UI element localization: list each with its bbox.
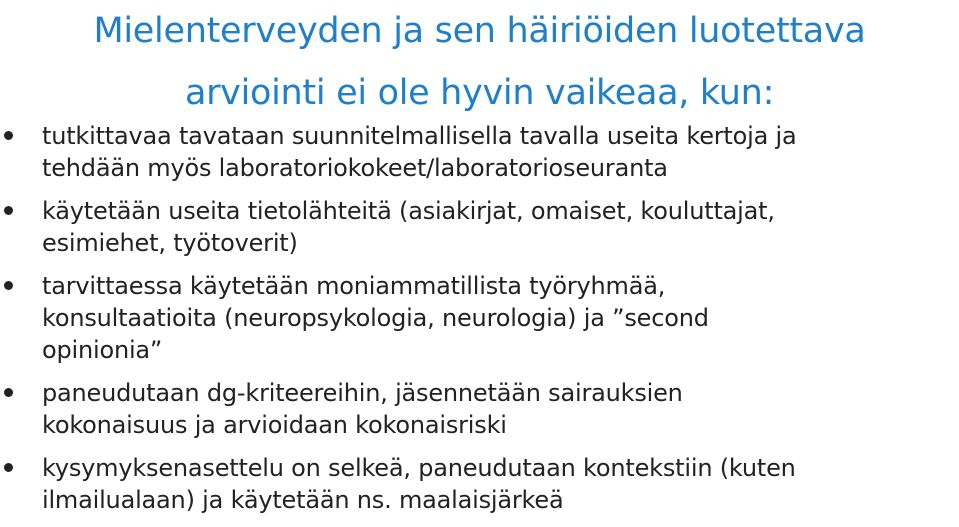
bullet-text-line: ilmailualaan) ja käytetään ns. maalaisjärkeä: [42, 486, 564, 514]
bullet-dot-icon: [4, 131, 13, 140]
bullet-text-line: paneudutaan dg-kriteereihin, jäsennetään sairauksien: [42, 379, 683, 407]
bullet-text-line: konsultaatioita (neuropsykologia, neurologia) ja ”second: [42, 304, 709, 332]
bullet-text-line: kokonaisuus ja arvioidaan kokonaisriski: [42, 411, 507, 439]
slide-title: [0, 0, 959, 124]
bullet-item-criteria: [0, 377, 959, 441]
slide-title-line-2: arviointi ei ole hyvin vaikeaa, kun:: [184, 73, 775, 113]
bullet-text-line: tutkittavaa tavataan suunnitelmallisella tavalla useita kertoja ja: [42, 122, 797, 150]
bullet-dot-icon: [4, 281, 13, 290]
slide-title-line-1: Mielenterveyden ja sen häiriöiden luotettava: [93, 11, 866, 51]
bullet-text-line: opinionia”: [42, 336, 163, 364]
bullet-text-line: esimiehet, työtoverit): [42, 229, 298, 257]
bullet-item-questions: [0, 452, 959, 516]
bullet-dot-icon: [4, 206, 13, 215]
bullet-item-team: [0, 270, 959, 366]
bullet-item-sources: [0, 195, 959, 259]
bullet-text-line: kysymyksenasettelu on selkeä, paneudutaan kontekstiin (kuten: [42, 454, 796, 482]
bullet-text-line: käytetään useita tietolähteitä (asiakirjat, omaiset, kouluttajat,: [42, 197, 775, 225]
bullet-item-meetings: [0, 120, 959, 184]
bullet-dot-icon: [4, 463, 13, 472]
bullet-text-line: tehdään myös laboratoriokokeet/laboratorioseuranta: [42, 154, 668, 182]
bullet-dot-icon: [4, 388, 13, 397]
bullet-list: [0, 120, 959, 516]
bullet-text-line: tarvittaessa käytetään moniammatillista työryhmää,: [42, 272, 666, 300]
